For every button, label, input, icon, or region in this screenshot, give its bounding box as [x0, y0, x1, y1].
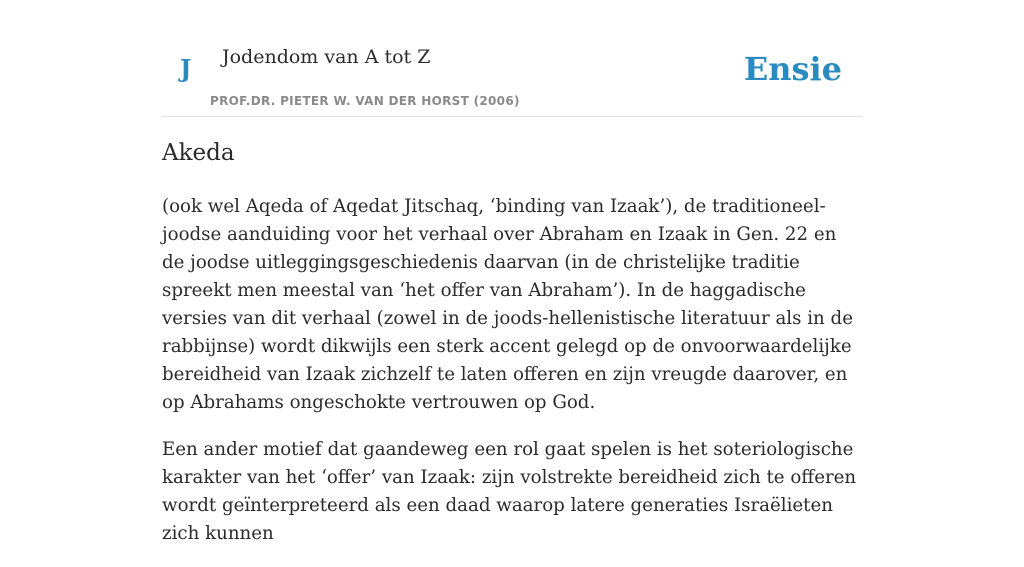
- book-letter-icon[interactable]: J: [180, 54, 192, 83]
- entry-paragraph-2: Een ander motief dat gaandeweg een rol gaat spelen is het soteriologische karakter van het ‘offer’ van Izaak: zijn volstrekte bereidheid zich te offeren wordt geïnterpreteerd als een daad waarop latere generaties Israëlieten zich kunnen: [162, 439, 857, 544]
- entry-paragraph-1: (ook wel Aqeda of Aqedat Jitschaq, ‘binding van Izaak’), de traditioneel-joodse aanduiding voor het verhaal over Abraham en Izaak in Gen. 22 en de joodse uitleggingsgeschiedenis daarvan (in de christelijke traditie spreekt men meestal van ‘het offer van Abraham’). In de haggadische versies van dit verhaal (zowel in de joods-hellenistische literatuur als in de rabbijnse) wordt dikwijls een sterk accent gelegd op de onvoorwaardelijke bereidheid van Izaak zichzelf te laten offeren en zijn vreugde daarover, en op Abrahams ongeschokte vertrouwen op God.: [162, 196, 853, 413]
- entry-title: Akeda: [162, 140, 235, 166]
- ensie-logo[interactable]: Ensie: [743, 50, 842, 88]
- book-title-link[interactable]: Jodendom van A tot Z: [222, 46, 431, 68]
- header: [162, 0, 862, 117]
- page: [162, 0, 862, 544]
- book-author: PROF.DR. PIETER W. VAN DER HORST (2006): [210, 94, 520, 108]
- entry-content: [162, 193, 862, 567]
